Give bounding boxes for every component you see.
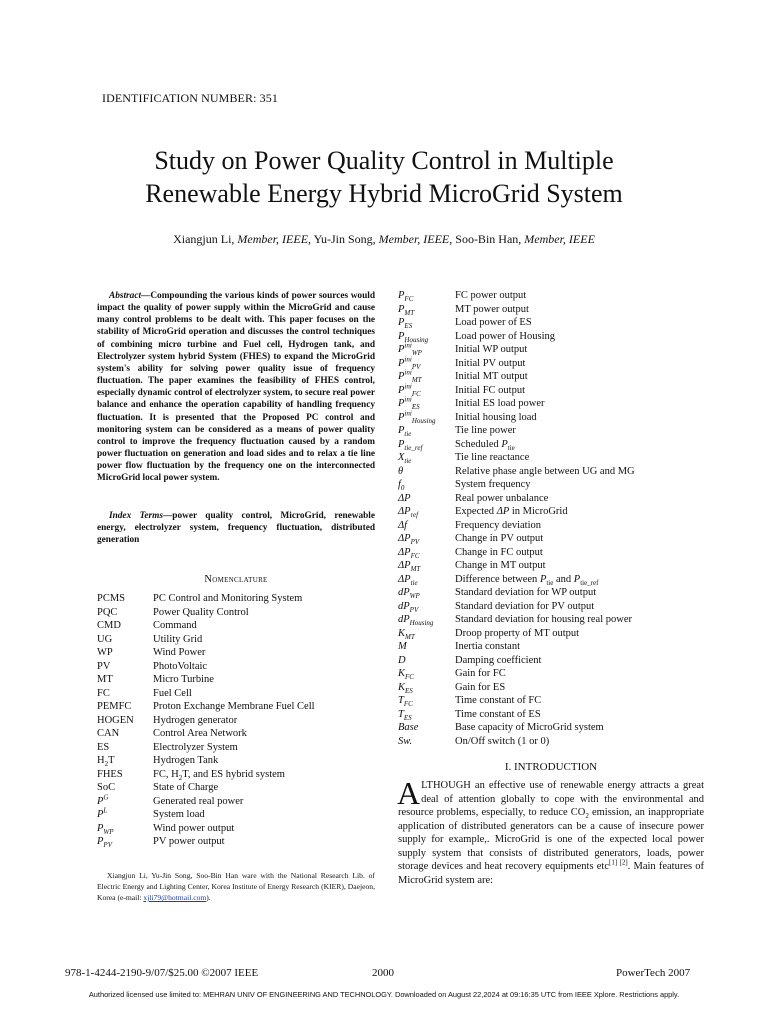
nomenclature-symbol: $H_2T$	[97, 755, 115, 769]
author-footnote	[97, 870, 375, 903]
nomenclature-row	[398, 667, 698, 681]
identification-number: IDENTIFICATION NUMBER: 351	[102, 91, 278, 105]
nomenclature-definition: Droop property of MT output	[455, 627, 580, 639]
nomenclature-definition: Utility Grid	[153, 633, 203, 645]
nomenclature-definition: Inertia constant	[455, 641, 521, 652]
nomenclature-symbol: $P_{tie\_ref}$	[398, 438, 423, 452]
abstract-lead: Abstract	[109, 291, 142, 301]
nomenclature-row	[398, 627, 698, 641]
nomenclature-definition: Change in PV output	[455, 533, 544, 544]
nomenclature-definition: Tie line reactance	[455, 452, 530, 463]
nomenclature-row	[398, 289, 698, 303]
nomenclature-row	[97, 835, 375, 849]
license-notice: Authorized licensed use limited to: MEHRAN UNIV OF ENGINEERING AND TECHNOLOGY. Downloaded on August 22,2024 at 09:16:35 UTC from IEEE Xplore. Restrictions apply.	[88, 990, 680, 999]
nomenclature-definition: Initial housing load	[455, 411, 537, 423]
nomenclature-row	[398, 708, 698, 722]
nomenclature-definition: Fuel Cell	[153, 687, 192, 699]
nomenclature-definition: Gain for FC	[455, 668, 506, 679]
nomenclature-definition: FC, $H_2T$, and ES hybrid system	[153, 768, 285, 782]
nomenclature-definition: FC power output	[455, 290, 527, 301]
nomenclature-symbol: $P^{ini}_{ES}$	[398, 395, 420, 412]
nomenclature-symbol: FC	[97, 687, 110, 699]
nomenclature-symbol: $K_{ES}$	[398, 681, 413, 695]
nomenclature-row	[398, 451, 698, 465]
nomenclature-definition: Standard deviation for PV output	[455, 600, 595, 612]
nomenclature-symbol: Sw.	[398, 735, 413, 747]
nomenclature-symbol: $P^{ini}_{PV}$	[398, 355, 421, 371]
nomenclature-row	[398, 519, 698, 533]
nomenclature-row	[398, 411, 698, 425]
nomenclature-symbol: $f_0$	[398, 479, 405, 493]
nomenclature-symbol: $\Delta P_{FC}$	[398, 546, 420, 560]
nomenclature-symbol: PQC	[97, 606, 118, 618]
nomenclature-row	[398, 357, 698, 371]
nomenclature-definition: Time constant of ES	[455, 708, 541, 720]
nomenclature-symbol: MT	[97, 674, 113, 685]
nomenclature-definition: Relative phase angle between UG and MG	[455, 465, 635, 477]
nomenclature-symbol: D	[398, 654, 406, 666]
paper-title	[0, 144, 768, 210]
nomenclature-row	[97, 768, 375, 782]
nomenclature-definition: Base capacity of MicroGrid system	[455, 722, 604, 733]
intro-end: . Main features of MicroGrid system are:	[398, 861, 705, 886]
nomenclature-symbol: $P^{ini}_{Housing}$	[398, 409, 436, 425]
nomenclature-symbol: $P_{ES}$	[398, 317, 413, 331]
nomenclature-definition: Tie line power	[455, 425, 516, 436]
footnote-text: Xiangjun Li, Yu-Jin Song, Soo-Bin Han ware with the National Research Lib. of Electric Energy and Lighting Center, Korea Institute of Energy Research (KIER), Daejeon, Korea (e-mail:	[97, 871, 375, 902]
index-terms: Index Terms—power quality control, MicroGrid, renewable energy, electrolyzer system, frequency fluctuation, distributed generation	[97, 511, 375, 546]
nomenclature-symbol: $\Delta P_{tie}$	[398, 573, 418, 587]
nomenclature-row	[398, 478, 698, 492]
nomenclature-symbol: FHES	[97, 768, 123, 780]
nomenclature-row	[398, 573, 698, 587]
nomenclature-symbol: $P^G$	[97, 793, 109, 807]
nomenclature-symbol: ES	[97, 741, 110, 753]
nomenclature-row	[398, 303, 698, 317]
nomenclature-symbol: $P^{ini}_{FC}$	[398, 382, 421, 398]
nomenclature-left-list	[97, 592, 375, 849]
nomenclature-symbol: HOGEN	[97, 714, 134, 726]
nomenclature-definition: Scheduled $P_{tie}$	[455, 438, 515, 452]
nomenclature-row	[97, 646, 375, 660]
nomenclature-definition: Proton Exchange Membrane Fuel Cell	[153, 701, 315, 712]
nomenclature-row	[398, 370, 698, 384]
nomenclature-row	[398, 384, 698, 398]
nomenclature-definition: On/Off switch (1 or 0)	[455, 735, 550, 747]
footer-copyright: 978-1-4244-2190-9/07/$25.00 ©2007 IEEE	[65, 967, 259, 979]
index-terms-text: power quality control, MicroGrid, renewable energy, electrolyzer system, frequency fluctuation, distributed generation	[97, 511, 375, 546]
nomenclature-definition: Wind Power	[153, 647, 206, 658]
nomenclature-row	[398, 505, 698, 519]
nomenclature-definition: Initial PV output	[455, 357, 526, 369]
nomenclature-definition: Command	[153, 620, 197, 631]
nomenclature-definition: Initial FC output	[455, 384, 526, 396]
nomenclature-row	[398, 532, 698, 546]
nomenclature-symbol: Base	[398, 722, 419, 733]
nomenclature-symbol: θ	[398, 465, 404, 477]
nomenclature-row	[97, 808, 375, 822]
nomenclature-symbol: $P_{FC}$	[398, 290, 414, 304]
nomenclature-definition: Time constant of FC	[455, 695, 542, 706]
nomenclature-definition: Load power of ES	[455, 317, 532, 328]
abstract-text: Compounding the various kinds of power sources would impact the quality of power supply within the MicroGrid and cause many control problems to be dealt with. This paper focuses on the stability of MicroGrid operation and discusses the control techniques of combining micro turbine and Fuel cell, Hydrogen tank, and Electrolyzer system hybrid System (FHES) to expand the MicroGrid system's ability for solving power quality issue of frequency fluctuation. The paper examines the feasibility of FHES control, especially dynamic control of electrolyzer system, to secure real power balance and enhance the operation capability of handling frequency fluctuation. It is presented that the Proposed PC control and monitoring system can be considered as a means of power quality control to improve the frequency fluctuation caused by a random power fluctuation on generation and load sides and to relax a tie line power flow fluctuation by the frequency one on the interconnected MicroGrid local power system.	[97, 291, 375, 484]
nomenclature-definition: Initial WP output	[455, 344, 528, 355]
nomenclature-symbol: $X_{tie}$	[398, 452, 412, 466]
index-terms-lead: Index Terms	[109, 511, 163, 521]
nomenclature-symbol: $\Delta P_{ref}$	[398, 506, 419, 520]
nomenclature-row	[398, 492, 698, 506]
nomenclature-definition: Electrolyzer System	[153, 741, 238, 753]
footer-page-number: 2000	[372, 967, 394, 979]
nomenclature-definition: Micro Turbine	[153, 674, 214, 685]
title-line-1: Study on Power Quality Control in Multiple	[154, 146, 614, 175]
nomenclature-row	[398, 694, 698, 708]
intro-body: LTHOUGH an effective use of renewable energy attracts a great deal of attention globally to cope with the environmental and resource problems, especially, to reduce $CO_2$ emission, an inappropriate application of distributed generators can be a cause of insecure power supply for example,. MicroGrid is one of the expected local power supply system that consists of distributed generators, loads, power storage devices and heat recovery equipments etc	[398, 780, 704, 873]
nomenclature-symbol: $\Delta P_{PV}$	[398, 533, 420, 547]
nomenclature-row	[398, 330, 698, 344]
nomenclature-row	[398, 600, 698, 614]
nomenclature-definition: Power Quality Control	[153, 606, 249, 618]
nomenclature-row	[398, 438, 698, 452]
nomenclature-row	[97, 606, 375, 620]
nomenclature-row	[398, 640, 698, 654]
nomenclature-symbol: $P^{ini}_{WP}$	[398, 341, 422, 358]
nomenclature-row	[97, 754, 375, 768]
nomenclature-symbol: PCMS	[97, 593, 126, 604]
nomenclature-symbol: $T_{ES}$	[398, 708, 412, 722]
nomenclature-row	[398, 681, 698, 695]
nomenclature-definition: Initial MT output	[455, 371, 528, 382]
nomenclature-symbol: $T_{FC}$	[398, 695, 413, 709]
nomenclature-symbol: WP	[97, 647, 113, 658]
section-heading: I. INTRODUCTION	[504, 761, 598, 773]
nomenclature-symbol: $dP_{PV}$	[398, 600, 419, 614]
title-line-2: Renewable Energy Hybrid MicroGrid System	[145, 179, 623, 208]
nomenclature-row	[97, 822, 375, 836]
nomenclature-symbol: PEMFC	[97, 701, 132, 712]
footnote-end: ).	[206, 893, 211, 902]
nomenclature-symbol: $K_{MT}$	[398, 627, 415, 641]
nomenclature-definition: MT power output	[455, 303, 529, 315]
nomenclature-definition: Hydrogen generator	[153, 714, 238, 726]
abstract: Abstract—Compounding the various kinds of power sources would impact the quality of power supply within the MicroGrid and cause many control problems to be dealt with. This paper focuses on the stability of MicroGrid operation and discusses the control techniques of combining micro turbine and Fuel cell, Hydrogen tank, and Electrolyzer system hybrid System (FHES) to expand the MicroGrid system's ability for solving power quality issue of frequency fluctuation. The paper examines the feasibility of FHES control, especially dynamic control of electrolyzer system, to secure real power balance and enhance the operation capability of handling frequency fluctuation. It is presented that the Proposed PC control and monitoring system can be considered as a means of power quality control to improve the frequency fluctuation caused by a random power fluctuation on generation and load sides and to relax a tie line power flow fluctuation by the frequency one on the interconnected MicroGrid local power system.	[97, 291, 375, 484]
nomenclature-symbol: ΔP	[398, 492, 411, 504]
nomenclature-row	[398, 721, 698, 735]
nomenclature-right-list	[398, 289, 698, 748]
introduction-text	[397, 775, 705, 887]
footnote-email-link[interactable]: xjli79@hotmail.com	[143, 893, 207, 902]
nomenclature-definition: Generated real power	[153, 795, 244, 807]
nomenclature-row	[398, 586, 698, 600]
nomenclature-row	[398, 613, 698, 627]
intro-refs: [1] [2]	[609, 858, 628, 867]
nomenclature-definition: PV power output	[153, 836, 225, 847]
nomenclature-definition: Change in FC output	[455, 546, 543, 558]
nomenclature-definition: Expected ΔP in MicroGrid	[455, 506, 568, 517]
nomenclature-symbol: CMD	[97, 620, 121, 631]
nomenclature-definition: Difference between $P_{tie}$ and $P_{tie\_ref}$	[455, 573, 599, 587]
nomenclature-symbol: $dP_{Housing}$	[398, 614, 434, 628]
nomenclature-symbol: $P_{tie}$	[398, 425, 412, 439]
nomenclature-definition: Standard deviation for housing real power	[455, 614, 632, 625]
nomenclature-definition: Frequency deviation	[455, 519, 542, 531]
author-name: Soo-Bin Han	[455, 232, 519, 246]
nomenclature-symbol: Δf	[398, 519, 408, 531]
nomenclature-symbol: $P_{PV}$	[97, 836, 112, 850]
nomenclature-row	[97, 660, 375, 674]
nomenclature-definition: Load power of Housing	[455, 330, 556, 342]
nomenclature-symbol: SoC	[97, 782, 116, 793]
nomenclature-row	[398, 397, 698, 411]
nomenclature-symbol: CAN	[97, 728, 120, 739]
nomenclature-symbol: UG	[97, 633, 113, 645]
nomenclature-definition: PhotoVoltaic	[153, 660, 208, 672]
nomenclature-definition: PC Control and Monitoring System	[153, 593, 303, 604]
footer-conference: PowerTech 2007	[616, 967, 691, 979]
nomenclature-symbol: $P^{ini}_{MT}$	[398, 368, 422, 385]
nomenclature-symbol: $K_{FC}$	[398, 668, 414, 682]
nomenclature-symbol: $P^L$	[97, 806, 108, 820]
nomenclature-symbol: $P_{MT}$	[398, 303, 415, 317]
nomenclature-row	[398, 735, 698, 749]
nomenclature-definition: Control Area Network	[153, 728, 247, 739]
nomenclature-row	[398, 424, 698, 438]
nomenclature-row	[97, 727, 375, 741]
nomenclature-row	[97, 633, 375, 647]
nomenclature-definition: Initial ES load power	[455, 398, 545, 409]
nomenclature-definition: Hydrogen Tank	[153, 755, 219, 766]
nomenclature-row	[398, 654, 698, 668]
nomenclature-row	[97, 795, 375, 809]
nomenclature-row	[97, 673, 375, 687]
nomenclature-row	[97, 592, 375, 606]
nomenclature-row	[97, 781, 375, 795]
nomenclature-row	[398, 465, 698, 479]
nomenclature-symbol: $P_{WP}$	[97, 822, 114, 836]
nomenclature-definition: Standard deviation for WP output	[455, 587, 597, 598]
author-list: Xiangjun Li, Member, IEEE, Yu-Jin Song, Member, IEEE, Soo-Bin Han, Member, IEEE	[173, 232, 595, 246]
nomenclature-symbol: PV	[97, 660, 111, 672]
author-name: Xiangjun Li	[173, 232, 232, 246]
nomenclature-definition: State of Charge	[153, 782, 219, 793]
drop-cap: A	[397, 775, 421, 811]
nomenclature-symbol: $\Delta P_{MT}$	[398, 560, 421, 574]
nomenclature-definition: System frequency	[455, 479, 531, 490]
nomenclature-row	[97, 687, 375, 701]
nomenclature-row	[97, 619, 375, 633]
nomenclature-row	[398, 316, 698, 330]
author-role: Member, IEEE	[378, 232, 450, 246]
nomenclature-symbol: M	[398, 641, 407, 652]
nomenclature-definition: Real power unbalance	[455, 492, 549, 504]
nomenclature-row	[97, 700, 375, 714]
nomenclature-row	[398, 343, 698, 357]
author-role: Member, IEEE	[237, 232, 309, 246]
nomenclature-definition: Damping coefficient	[455, 654, 542, 666]
author-name: Yu-Jin Song	[313, 232, 373, 246]
nomenclature-heading: Nomenclature	[204, 574, 268, 585]
author-role: Member, IEEE	[524, 232, 595, 246]
nomenclature-definition: Wind power output	[153, 822, 235, 834]
nomenclature-definition: Change in MT output	[455, 560, 546, 571]
nomenclature-row	[97, 741, 375, 755]
nomenclature-row	[398, 546, 698, 560]
nomenclature-symbol: $dP_{WP}$	[398, 587, 420, 601]
nomenclature-row	[97, 714, 375, 728]
nomenclature-row	[398, 559, 698, 573]
nomenclature-definition: Gain for ES	[455, 681, 506, 693]
nomenclature-symbol: $P_{Housing}$	[398, 330, 429, 344]
nomenclature-definition: System load	[153, 809, 205, 820]
